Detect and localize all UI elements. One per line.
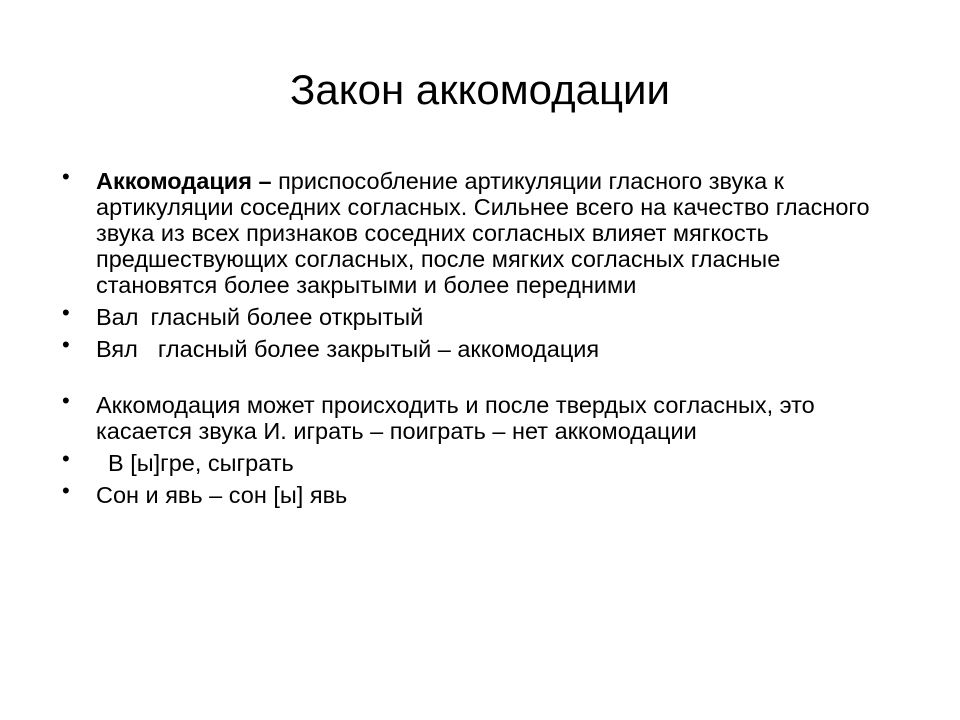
example-word: Вал bbox=[96, 304, 139, 330]
bullet-item-vyal bbox=[62, 332, 902, 362]
bullet-item-example-game bbox=[62, 446, 902, 476]
example-text: гласный более закрытый – аккомодация bbox=[157, 336, 600, 362]
definition-text: приспособление артикуляции гласного звука к артикуляции соседних согласных. Сильнее всего на качество гласного звука из всех признаков соседних согласных влияет мягкость предшествующих согласных, после мягких согласных гласные становятся более закрытыми и более передними bbox=[96, 168, 870, 298]
bullet-dot: • bbox=[62, 332, 70, 357]
bullet-text: Сон и явь – сон [ы] явь bbox=[96, 482, 348, 508]
bullet-item-val bbox=[62, 300, 902, 330]
example-word: Вял bbox=[96, 336, 138, 362]
bullet-dot: • bbox=[62, 164, 70, 189]
bullet-item-example-son bbox=[62, 478, 902, 508]
bullet-text: Аккомодация может происходить и после твердых согласных, это касается звука И. играть – поиграть – нет аккомодации bbox=[96, 392, 815, 444]
bullet-item-hard-consonants bbox=[62, 388, 902, 444]
bullet-list bbox=[62, 164, 902, 508]
example-text: гласный более открытый bbox=[150, 304, 424, 330]
bullet-text: В [ы]гре, сыграть bbox=[108, 450, 294, 476]
bullet-dot: • bbox=[62, 388, 70, 413]
bullet-dot: • bbox=[62, 478, 70, 503]
definition-term: Аккомодация – bbox=[96, 168, 272, 194]
slide-title: Закон аккомодации bbox=[290, 66, 670, 113]
bullet-item-definition bbox=[62, 164, 902, 298]
bullet-dot: • bbox=[62, 446, 70, 471]
bullet-dot: • bbox=[62, 300, 70, 325]
